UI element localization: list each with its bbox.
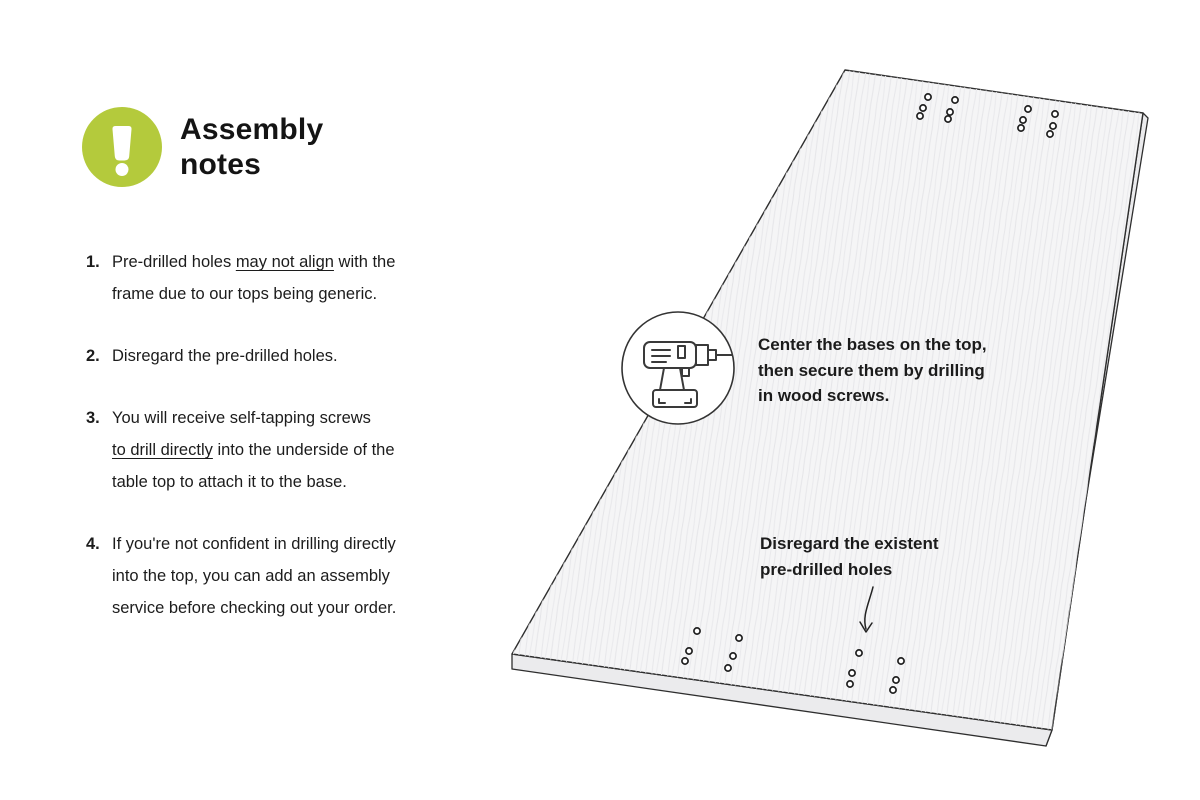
note-number: 1. — [86, 253, 100, 271]
pre-drilled-hole — [925, 94, 931, 100]
page-title: Assembly notes — [180, 113, 324, 181]
pre-drilled-hole — [736, 635, 742, 641]
note-text: Disregard the pre-drilled holes. — [112, 347, 338, 365]
note-number: 4. — [86, 535, 100, 553]
note-item — [86, 340, 506, 372]
pre-drilled-hole — [682, 658, 688, 664]
pre-drilled-hole — [1020, 117, 1026, 123]
pre-drilled-hole — [686, 648, 692, 654]
pre-drilled-hole — [1018, 125, 1024, 131]
exclamation-alert-icon — [82, 107, 162, 187]
power-drill-icon — [622, 312, 734, 424]
pre-drilled-hole — [1025, 106, 1031, 112]
note-text: If you're not confident in drilling directly into the top, you can add an assembly service before checking out your order. — [112, 535, 397, 617]
pre-drilled-hole — [890, 687, 896, 693]
pre-drilled-hole — [1052, 111, 1058, 117]
pre-drilled-hole — [920, 105, 926, 111]
pre-drilled-hole — [917, 113, 923, 119]
notes-list — [86, 246, 506, 654]
pre-drilled-hole — [952, 97, 958, 103]
note-text: Pre-drilled holes may not align with the frame due to our tops being generic. — [112, 253, 396, 303]
note-item — [86, 528, 506, 624]
pre-drilled-hole — [856, 650, 862, 656]
pre-drilled-hole — [847, 681, 853, 687]
note-number: 2. — [86, 347, 100, 365]
pre-drilled-hole — [730, 653, 736, 659]
pre-drilled-hole — [849, 670, 855, 676]
note-item — [86, 402, 506, 498]
pre-drilled-hole — [947, 109, 953, 115]
pre-drilled-hole — [725, 665, 731, 671]
note-item — [86, 246, 506, 310]
pre-drilled-hole — [1047, 131, 1053, 137]
pre-drilled-hole — [1050, 123, 1056, 129]
page-header — [82, 107, 323, 187]
callout-center-bases: Center the bases on the top, then secure them by drilling in wood screws. — [758, 335, 987, 405]
pre-drilled-hole — [893, 677, 899, 683]
pre-drilled-hole — [945, 116, 951, 122]
note-number: 3. — [86, 409, 100, 427]
pre-drilled-hole — [898, 658, 904, 664]
callout-disregard-holes: Disregard the existent pre-drilled holes — [760, 534, 939, 579]
note-text: You will receive self-tapping screws to drill directly into the underside of the table top to attach it to the base. — [112, 409, 395, 491]
pre-drilled-hole — [694, 628, 700, 634]
